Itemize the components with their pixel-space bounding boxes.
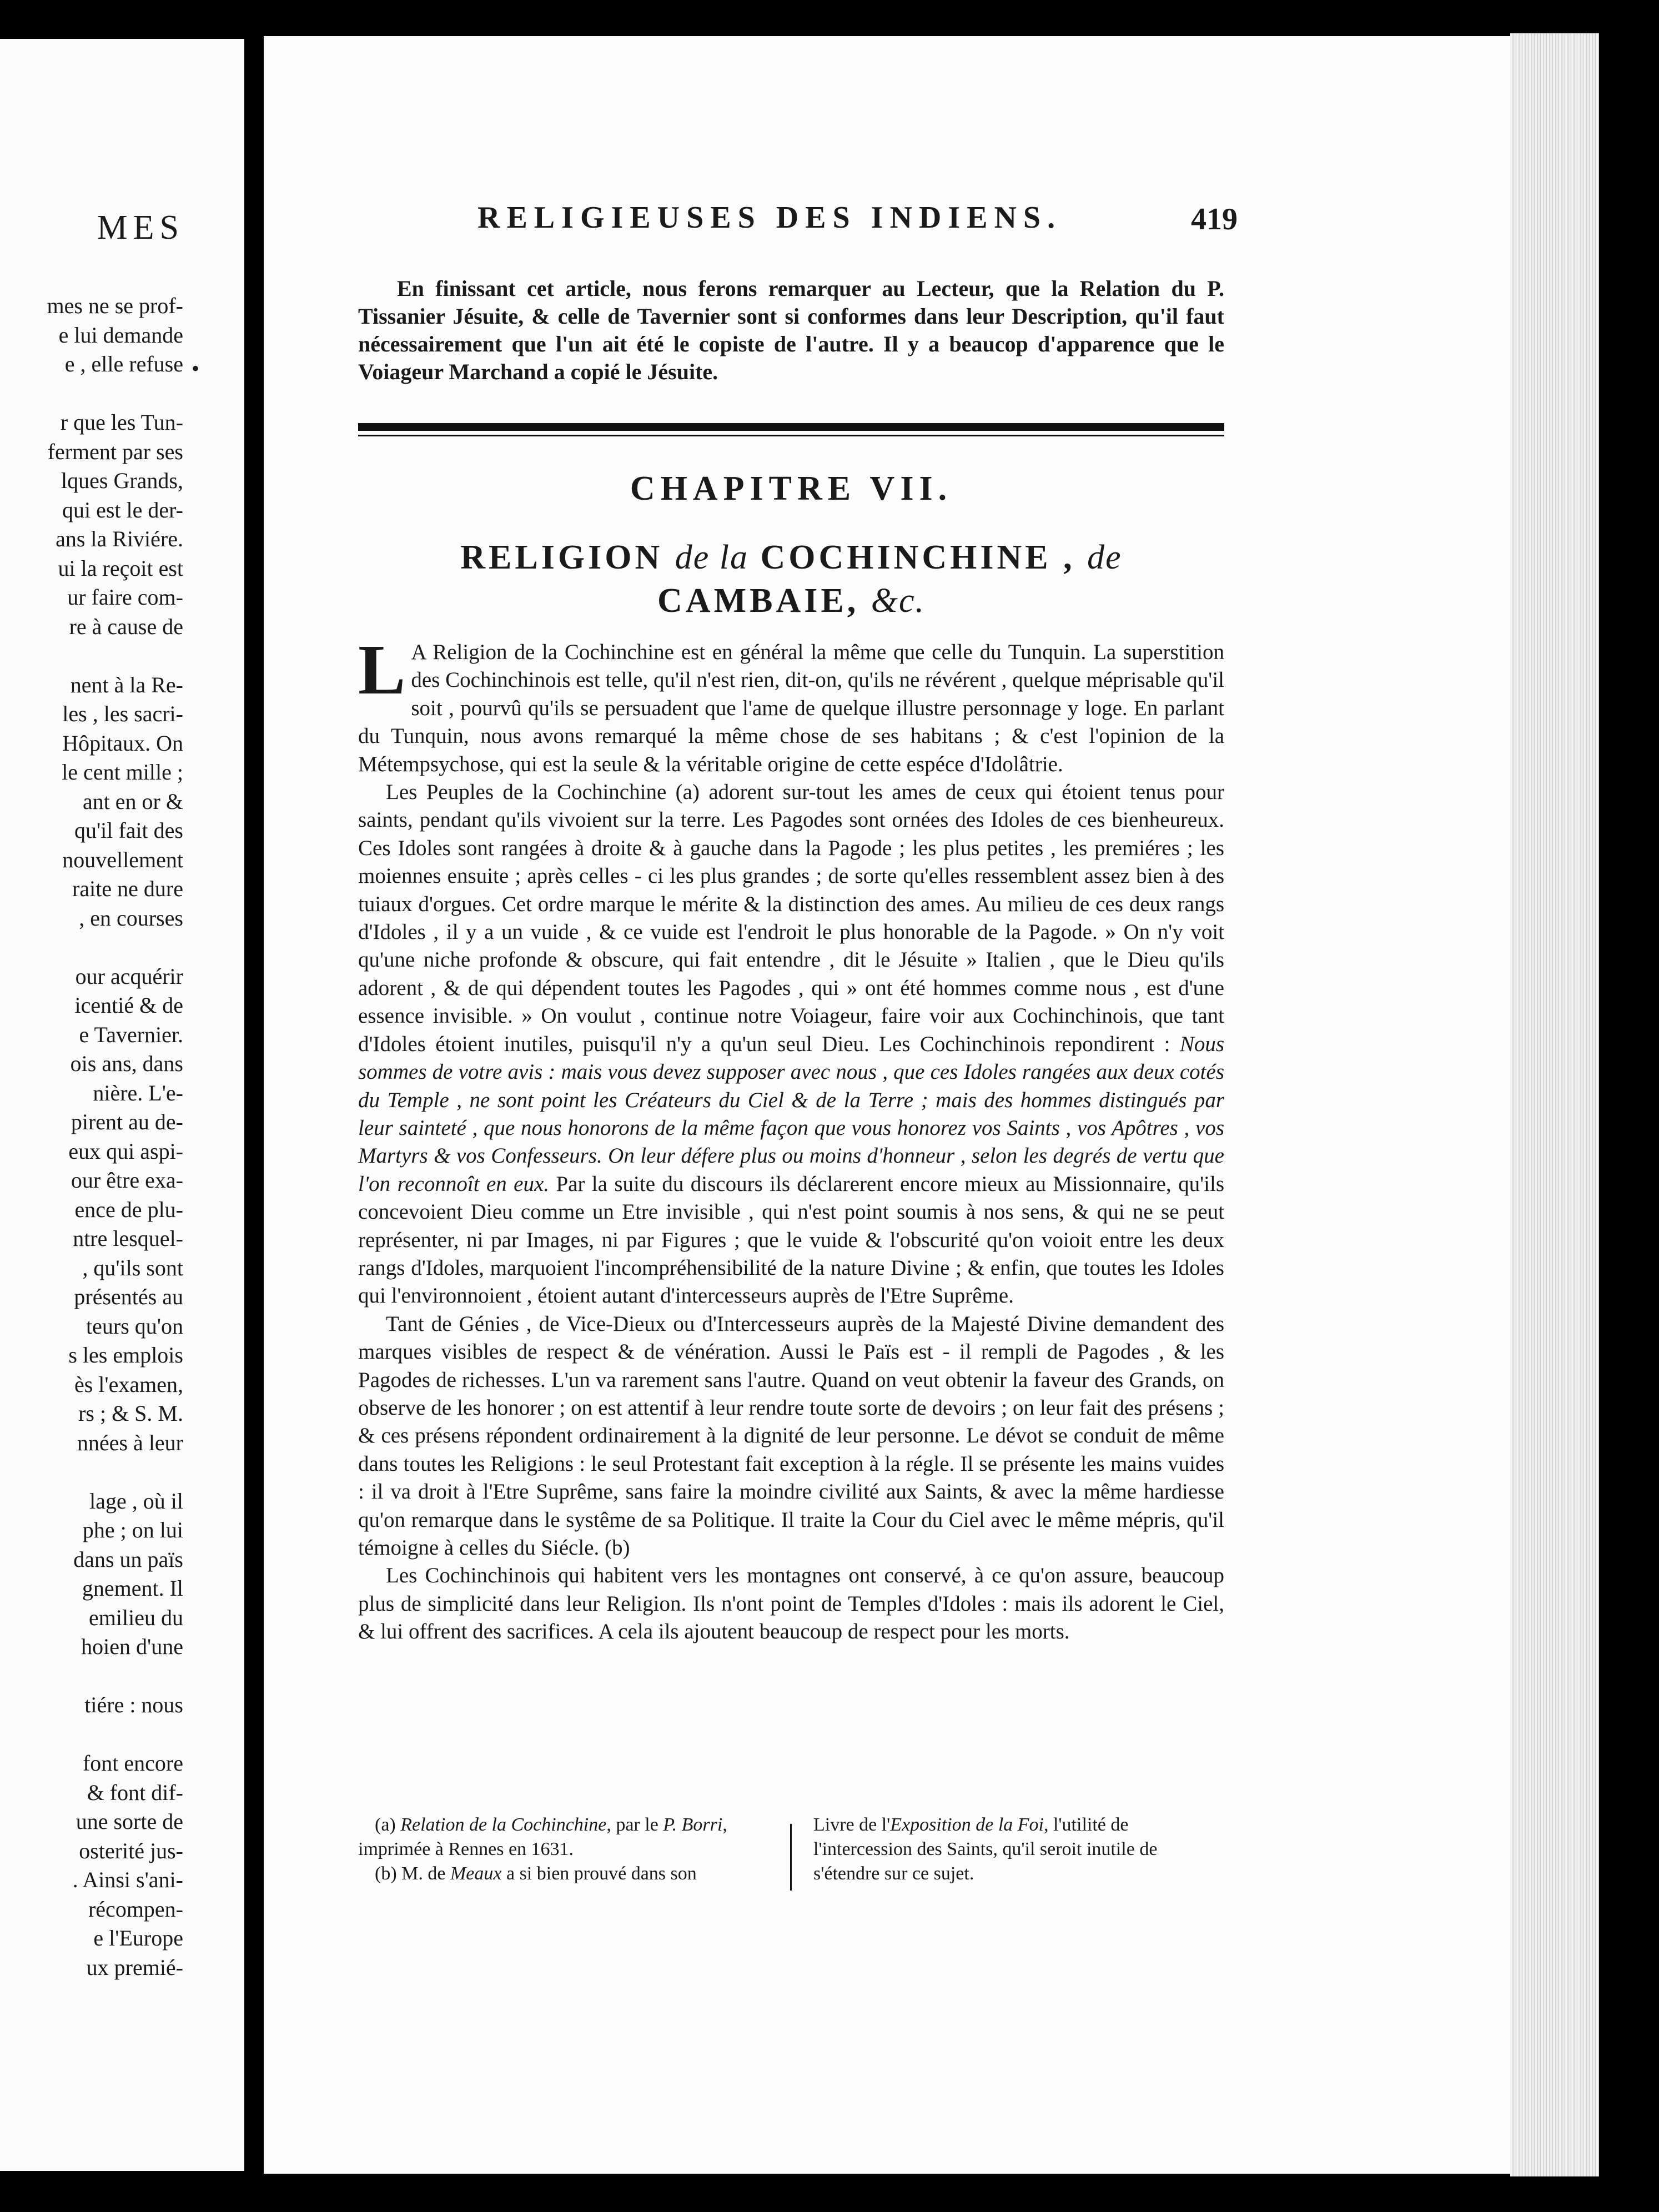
left-page-line: pirent au de- [71, 1109, 183, 1134]
left-page-line: lage , où il [89, 1488, 183, 1514]
title-de: de [1087, 539, 1122, 576]
chapter-body [358, 630, 1225, 1646]
paragraph-3: Tant de Génies , de Vice-Dieux ou d'Intercesseurs auprès de la Majesté Divine demandent des marques visibles de respect & de vénération. Aussi le Païs est - il rempli de Pagodes , & les Pagodes de richesses. L'un va rarement sans l'autre. Quand on veut obtenir la faveur des Grands, on observe de les honorer ; on est attentif à leur rendre toute sorte de devoirs ; on leur fait des présens ; & ces présens répondent ordinairement à la dignité de leur personne. Le dévot se conduit de même dans toutes les Religions : le seul Protestant fait exception à la régle. Il se présente les mains vuides : il va droit à l'Etre Suprême, sans faire la moindre civilité aux Saints, & avec la même hardiesse qu'on remarque dans le systême de sa Politique. Il traite la Cour du Ciel avec le même mépris, qu'il témoigne à celles du Siécle. (b) [358, 1311, 1224, 1560]
left-page-line: rs ; & S. M. [78, 1401, 183, 1426]
chapter-number: CHAPITRE VII. [630, 470, 953, 507]
left-page-line: & font dif- [87, 1779, 183, 1805]
left-page-line: Hôpitaux. On [62, 730, 183, 756]
left-page-line: ant en or & [82, 788, 183, 814]
left-page-line: ur faire com- [67, 585, 183, 610]
left-page-line: raite ne dure [72, 876, 183, 901]
footnote-b-cont-title: Exposition de la Foi [890, 1814, 1044, 1835]
left-page-line: nouvellement [62, 847, 183, 872]
left-page-line: e , elle refuse [64, 351, 183, 376]
paragraph-2-quote: Nous sommes de votre avis : mais vous devez supposer avec nous , que ces Idoles rangées aux deux cotés du Temple , ne sont point les Créateurs du Ciel & de la Terre ; mais des hommes distingués par leur sainteté , que nous honorons de la même façon que vous honorez vos Saints , vos Apôtres , vos Martyrs & vos Confesseurs. On leur défere plus ou moins d'honneur , selon les degrés de vertu que l'on reconnoît en eux. [358, 1032, 1225, 1196]
left-page-line [0, 641, 183, 671]
paragraph-1 [358, 630, 1224, 778]
left-page-line: les , les sacri- [62, 701, 183, 726]
left-page-header: MES [97, 209, 184, 247]
left-page-line: une sorte de [76, 1809, 183, 1834]
left-page-fragment [0, 39, 244, 2171]
footnote-column-left [358, 1813, 769, 1886]
left-page-line: ntre lesquel- [73, 1226, 183, 1251]
left-page-line: teurs qu'on [86, 1313, 183, 1339]
title-cochinchine: COCHINCHINE , [760, 539, 1075, 576]
footnote-a-title: Relation de la Cochinchine [400, 1814, 607, 1835]
footnote-b-name: Meaux [450, 1863, 502, 1884]
paragraph-4: Les Cochinchinois qui habitent vers les montagnes ont conservé, à ce qu'on assure, beaucoup plus de simplicité dans leur Religion. Ils n'ont point de Temples d'Idoles : mais ils adorent le Ciel, & lui offrent des sacrifices. A cela ils ajoutent beaucoup de respect pour les morts. [358, 1564, 1224, 1644]
drop-cap: L [358, 630, 406, 709]
left-page-line: mes ne se prof- [47, 293, 183, 318]
left-page-line: tiére : nous [84, 1692, 183, 1717]
title-etc: &c. [871, 582, 925, 620]
left-page-line: icentié & de [74, 993, 183, 1018]
section-rule-thin [358, 435, 1224, 436]
left-page-line: our acquérir [75, 963, 183, 989]
left-page-line: . Ainsi s'ani- [72, 1867, 183, 1892]
footnote-b-cont2: , l'utilité de l'intercession des Saints, qu'il seroit inutile de s'étendre sur ce sujet. [813, 1814, 1158, 1884]
footnote-b [358, 1862, 769, 1886]
left-page-line: dans un païs [73, 1546, 183, 1572]
footnote-b-continued [813, 1813, 1224, 1886]
paragraph-2 [358, 778, 1224, 1310]
left-page-line: ence de plu- [74, 1197, 183, 1222]
footnote-a-author: P. Borri [663, 1814, 723, 1835]
left-page-line: le cent mille ; [62, 760, 183, 785]
left-page-line: ois ans, dans [70, 1051, 183, 1076]
title-cambaie: CAMBAIE, [657, 582, 859, 620]
left-page-line: osterité jus- [79, 1838, 183, 1863]
left-page-line: e l'Europe [93, 1926, 183, 1950]
footnote-b-mark: (b) [375, 1863, 397, 1884]
left-page-line: ui la reçoit est [58, 555, 183, 581]
left-page-line: , en courses [79, 905, 183, 931]
title-religion: RELIGION [460, 539, 663, 576]
left-page-line: ferment par ses [47, 439, 183, 464]
paragraph-2-text-a: Les Peuples de la Cochinchine (a) adorent sur-tout les ames de ceux qui étoient tenus pour saints, pendant qu'ils vivoient sur la terre. Les Pagodes sont ornées des Idoles de ces bienheureux. Ces Idoles sont rangées à droite & à gauche dans la Pagode ; les plus petites , les premiéres ; les moiennes ensuite ; après celles - ci les plus grandes ; de sorte qu'elles ressemblent assez bien à des tuiaux d'orgues. Cet ordre marque le mérite & la distinction des ames. Au milieu de ces deux rangs d'Idoles , il y a un vuide , & ce vuide est l'endroit le plus honorable de la Pagode. » On n'y voit qu'une niche profonde & obscure, qui fait entendre , dit le Jésuite » Italien , que le Dieu qu'ils adorent , & de qui dépendent toutes les Pagodes , qui » ont été hommes comme nous , est d'une essence invisible. » On voulut , continue notre Voiageur, faire voir aux Cochinchinois, que tant d'Idoles étoient inutiles, puisqu'il n'y a qu'un seul Dieu. Les Cochinchinois repondirent : [358, 780, 1224, 1056]
left-page-line [0, 1720, 183, 1750]
left-page-line: qui est le der- [62, 497, 183, 522]
margin-dot: • [192, 356, 200, 381]
left-page-line: phe ; on lui [82, 1517, 183, 1542]
left-page-line: gnement. Il [82, 1576, 183, 1601]
left-page-line: r que les Tun- [60, 410, 183, 435]
left-page-line [0, 1457, 183, 1487]
left-page-lines [0, 291, 183, 1982]
left-page-line: emilieu du [89, 1605, 183, 1630]
left-page-line: récompen- [88, 1896, 183, 1922]
left-page-line [0, 379, 183, 409]
left-page-line: re à cause de [69, 614, 183, 639]
book-page-edges [1510, 33, 1599, 2176]
left-page-line: , qu'ils sont [82, 1255, 183, 1280]
left-page-line: ans la Riviére. [56, 526, 183, 551]
left-page-line: qu'il fait des [74, 818, 183, 843]
footnote-a [358, 1813, 769, 1862]
left-page-line: font encore [82, 1751, 183, 1776]
right-page [264, 36, 1516, 2174]
left-page-line: nent à la Re- [70, 672, 183, 697]
left-page-line: e lui demande [58, 322, 183, 348]
footnote-a-mark: (a) [375, 1814, 396, 1835]
intro-paragraph: En finissant cet article, nous ferons remarquer au Lecteur, que la Relation du P. Tissanier Jésuite, & celle de Tavernier sont si conformes dans leur Description, qu'il faut nécessairement que l'un ait été le copiste de l'autre. Il y a beaucop d'apparence que le Voiageur Marchand a copié le Jésuite. [358, 276, 1224, 384]
paragraph-1-text: A Religion de la Cochinchine est en général la même que celle du Tunquin. La superstition des Cochinchinois est telle, qu'il n'est rien, dit-on, qu'ils ne révérent , quelque méprisable qu'il soit , pourvû qu'ils se persuadent que l'ame de quelque illustre personnage y loge. En parlant du Tunquin, nous avons remarqué la même chose de ses habitans ; & c'est l'opinion de la Métempsychose, qui est la seule & la véritable origine de cette espéce d'Idolâtrie. [358, 640, 1224, 776]
section-rule-thick [358, 423, 1224, 431]
footnote-b-text1: M. de [401, 1863, 446, 1884]
page-number: 419 [1191, 202, 1238, 237]
left-page-line [0, 1662, 183, 1691]
paragraph-2-text-b: Par la suite du discours ils déclarerent encore mieux au Missionnaire, qu'ils concevoient Dieu comme un Etre invisible , qui n'est point soumis à nos sens, & qui ne se peut représenter, ni par Images, ni par Figures ; que le vuide & l'obscurité qu'on voioit entre les deux rangs d'Idoles, marquoient l'incompréhensibilité de la nature Divine ; & enfin, que toutes les Idoles qui l'environnoient , étoient autant d'intercesseurs auprès de l'Etre Suprême. [358, 1172, 1224, 1308]
footnote-column-right [813, 1813, 1224, 1886]
left-page-line [0, 933, 183, 962]
left-page-line: présentés au [74, 1284, 183, 1309]
left-page-line: s les emplois [68, 1343, 183, 1368]
left-page-line: ès l'examen, [74, 1371, 183, 1397]
footnote-a-text1: , par le [606, 1814, 658, 1835]
running-head: RELIGIEUSES DES INDIENS. [477, 200, 1062, 235]
left-page-line: nnées à leur [77, 1430, 183, 1455]
left-page-line: our être exa- [71, 1168, 183, 1193]
left-page-line: nière. L'e- [93, 1080, 183, 1105]
footnote-a-text2: , imprimée à Rennes en 1631. [358, 1814, 727, 1859]
footnote-divider [790, 1824, 792, 1891]
chapter-title [358, 536, 1224, 622]
footnote-b-cont1: Livre de l' [813, 1814, 891, 1835]
left-page-line: eux qui aspi- [68, 1138, 183, 1164]
left-page-line: e Tavernier. [79, 1022, 183, 1047]
left-page-line: lques Grands, [61, 468, 183, 493]
left-page-line: ux premié- [86, 1954, 183, 1980]
title-de-la: de la [675, 539, 748, 576]
left-page-line: hoien d'une [81, 1634, 183, 1659]
footnote-b-text2: a si bien prouvé dans son [506, 1863, 697, 1884]
